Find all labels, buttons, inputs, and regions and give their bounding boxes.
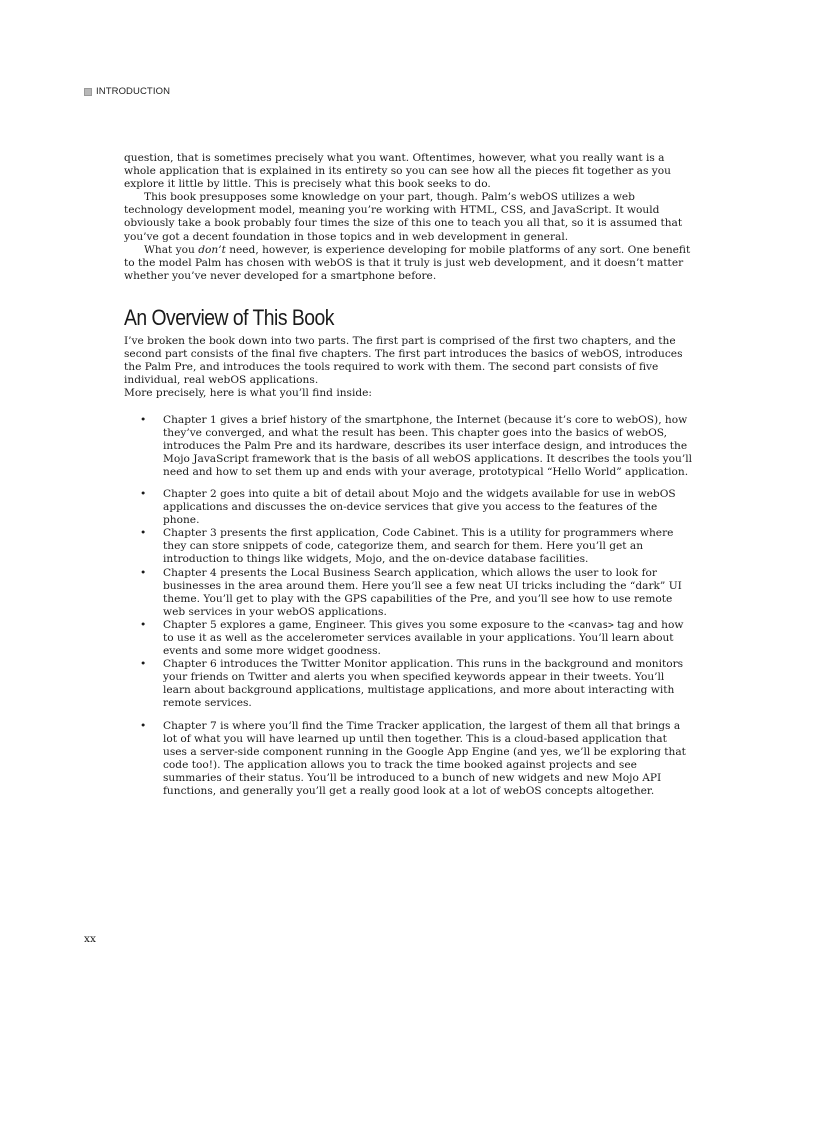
chapter-2-text: Chapter 2 goes into quite a bit of detail about Mojo and the widgets available for use in webOS applications and discusses the on-device services that give you access to the features of the phone. [163, 487, 676, 527]
chapter-5-text-before: Chapter 5 explores a game, Engineer. This gives you some exposure to the [163, 618, 569, 631]
chapter-item-6 [124, 658, 694, 710]
canvas-tag-code: <canvas> [568, 619, 614, 631]
section-marker-square [84, 88, 92, 96]
chapter-1-text: Chapter 1 gives a brief history of the smartphone, the Internet (because it’s core to webOS), how they’ve converged, and what the result has been. This chapter goes into the basics of webOS, introduces the Palm Pre and its hardware, describes its user interface design, and introduces the Mojo JavaScript framework that is the basis of all webOS applications. It describes the tools you’ll need and how to set them up and ends with your average, prototypical “Hello World” application. [163, 413, 692, 478]
bullet: • [140, 487, 147, 500]
intro-paragraph-1: question, that is sometimes precisely what you want. Oftentimes, however, what you really want is a whole application that is explained in its entirety so you can see how all the pieces fit together as you explore it little by little. This is precisely what this book seeks to do. [124, 152, 671, 191]
page-number: xx [84, 933, 96, 945]
intro-paragraph-3 [124, 244, 694, 283]
chapter-6-text: Chapter 6 introduces the Twitter Monitor application. This runs in the background and monitors your friends on Twitter and alerts you when specified keywords appear in their tweets. You’ll learn about background applications, multistage applications, and more about interacting with remote services. [163, 658, 684, 710]
chapter-list [124, 414, 694, 799]
page-body [124, 152, 694, 798]
section-heading: An Overview of This Book [124, 304, 334, 330]
chapter-5-text-after: tag and how to use it as well as the accelerometer services available in your applications. You’ll learn about events and some more widget goodness. [163, 618, 684, 658]
chapter-item-3 [124, 527, 694, 566]
intro-p3-after: need, however, is experience developing for mobile platforms of any sort. One benefit to the model Palm has chosen with webOS is that it truly is just web development, and it doesn’t matter whether you’ve never developed for a smartphone before. [124, 243, 691, 282]
bullet: • [140, 618, 147, 631]
chapter-3-text: Chapter 3 presents the first application, Code Cabinet. This is a utility for programmers where they can store snippets of code, categorize them, and search for them. Here you’ll get an introduction to things like widgets, Mojo, and the on-device database facilities. [163, 527, 674, 566]
running-head-title: INTRODUCTION [96, 86, 171, 97]
bullet: • [140, 658, 147, 671]
bullet: • [140, 527, 147, 540]
intro-paragraph-2: This book presupposes some knowledge on your part, though. Palm’s webOS utilizes a web technology development model, meaning you’re working with HTML, CSS, and JavaScript. It would obviously take a book probably four times the size of this one to teach you all that, so it is assumed that you’ve got a decent foundation in those topics and in web development in general. [124, 191, 683, 243]
intro-p3-before: What you [144, 243, 199, 256]
running-head [84, 86, 170, 97]
chapter-4-text: Chapter 4 presents the Local Business Search application, which allows the user to look for businesses in the area around them. Here you’ll see a few neat UI tricks including the “dark” UI theme. You’ll get to play with the GPS capabilities of the Pre, and you’ll see how to use remote web services in your webOS applications. [163, 566, 682, 618]
chapter-item-1 [124, 414, 694, 479]
overview-paragraph-2: More precisely, here is what you’ll find inside: [124, 387, 372, 400]
chapter-item-5 [124, 619, 694, 658]
chapter-item-7 [124, 720, 694, 799]
chapter-7-text: Chapter 7 is where you’ll find the Time Tracker application, the largest of them all that brings a lot of what you will have learned up until then together. This is a cloud-based application that uses a server-side component running in the Google App Engine (and yes, we’ll be exploring that code too!). The application allows you to track the time booked against projects and see summaries of their status. You’ll be introduced to a bunch of new widgets and new Mojo API functions, and generally you’ll get a really good look at a lot of webOS concepts altogether. [163, 719, 686, 798]
bullet: • [140, 566, 147, 579]
chapter-item-2 [124, 488, 694, 527]
intro-p3-emphasis: don’t [198, 243, 226, 256]
overview-paragraph-1: I’ve broken the book down into two parts. The first part is comprised of the first two chapters, and the second part consists of the final five chapters. The first part introduces the basics of webOS, introduces the Palm Pre, and introduces the tools required to work with them. The second part consists of five individual, real webOS applications. [124, 335, 683, 387]
chapter-item-4 [124, 567, 694, 619]
bullet: • [140, 413, 147, 426]
bullet: • [140, 719, 147, 732]
